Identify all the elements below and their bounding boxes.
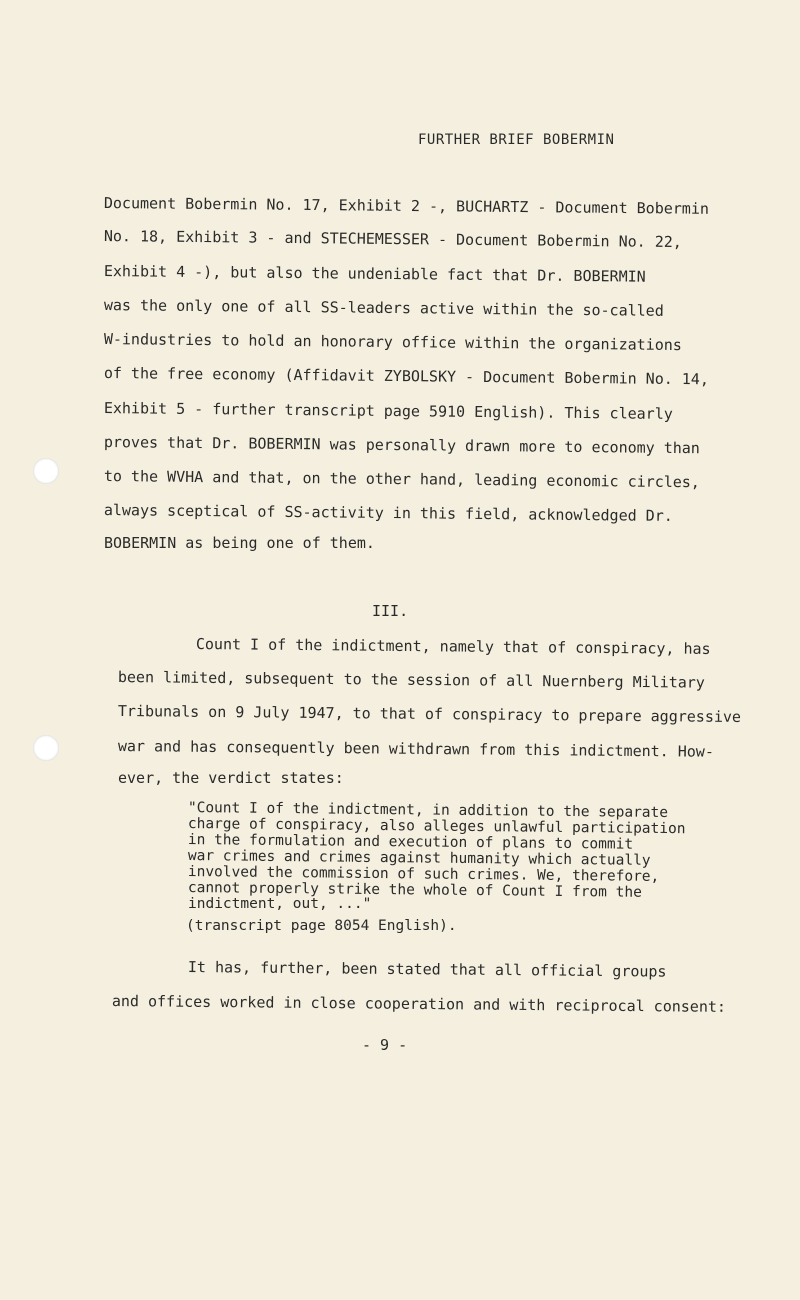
- quote-line-2: charge of conspiracy, also alleges unlawful participation: [187, 816, 686, 838]
- paragraph2-line-4: war and has consequently been withdrawn from this indictment. How-: [117, 736, 714, 761]
- quote-line-6: cannot properly strike the whole of Count I from the: [187, 880, 642, 901]
- paragraph2-line-5: ever, the verdict states:: [118, 769, 344, 787]
- paragraph1-line-10: always sceptical of SS-activity in this field, acknowledged Dr.: [103, 500, 673, 525]
- paragraph1-line-6: of the free economy (Affidavit ZYBOLSKY - Document Bobermin No. 14,: [103, 363, 710, 389]
- punch-hole-top: [33, 458, 59, 484]
- paragraph3-line-1: It has, further, been stated that all official groups: [187, 957, 667, 981]
- paragraph1-line-3: Exhibit 4 -), but also the undeniable fact that Dr. BOBERMIN: [103, 261, 646, 286]
- quote-line-1: "Count I of the indictment, in addition to the separate: [187, 800, 669, 822]
- paragraph3-line-2: and offices worked in close cooperation and with reciprocal consent:: [111, 991, 727, 1016]
- section-number: III.: [372, 602, 409, 620]
- page-number: - 9 -: [362, 1036, 408, 1054]
- paragraph1-line-8: proves that Dr. BOBERMIN was personally drawn more to economy than: [103, 432, 700, 458]
- paragraph1-line-2: No. 18, Exhibit 3 - and STECHEMESSER - Document Bobermin No. 22,: [103, 226, 682, 252]
- paragraph1-line-11: BOBERMIN as being one of them.: [104, 534, 375, 552]
- paragraph2-line-1: Count I of the indictment, namely that of conspiracy, has: [195, 634, 711, 658]
- paragraph1-line-4: was the only one of all SS-leaders active within the so-called: [103, 295, 664, 320]
- quote-line-3: in the formulation and execution of plans to commit: [187, 832, 634, 853]
- paragraph1-line-5: W-industries to hold an honorary office within the organizations: [103, 329, 682, 355]
- quote-line-4: war crimes and crimes against humanity which actually: [187, 848, 651, 869]
- quote-line-7: indictment, out, ...": [188, 896, 372, 912]
- quote-citation: (transcript page 8054 English).: [186, 918, 457, 934]
- paragraph2-line-2: been limited, subsequent to the session of all Nuernberg Military: [117, 667, 705, 692]
- paragraph2-line-3: Tribunals on 9 July 1947, to that of conspiracy to prepare aggressive: [117, 701, 742, 726]
- page-header: FURTHER BRIEF BOBERMIN: [418, 132, 615, 148]
- paragraph1-line-7: Exhibit 5 - further transcript page 5910 English). This clearly: [103, 398, 673, 423]
- paragraph1-line-1: Document Bobermin No. 17, Exhibit 2 -, BUCHARTZ - Document Bobermin: [103, 193, 710, 218]
- paragraph1-line-9: to the WVHA and that, on the other hand, leading economic circles,: [103, 466, 700, 492]
- quote-line-5: involved the commission of such crimes. We, therefore,: [187, 864, 660, 885]
- punch-hole-bottom: [33, 735, 59, 761]
